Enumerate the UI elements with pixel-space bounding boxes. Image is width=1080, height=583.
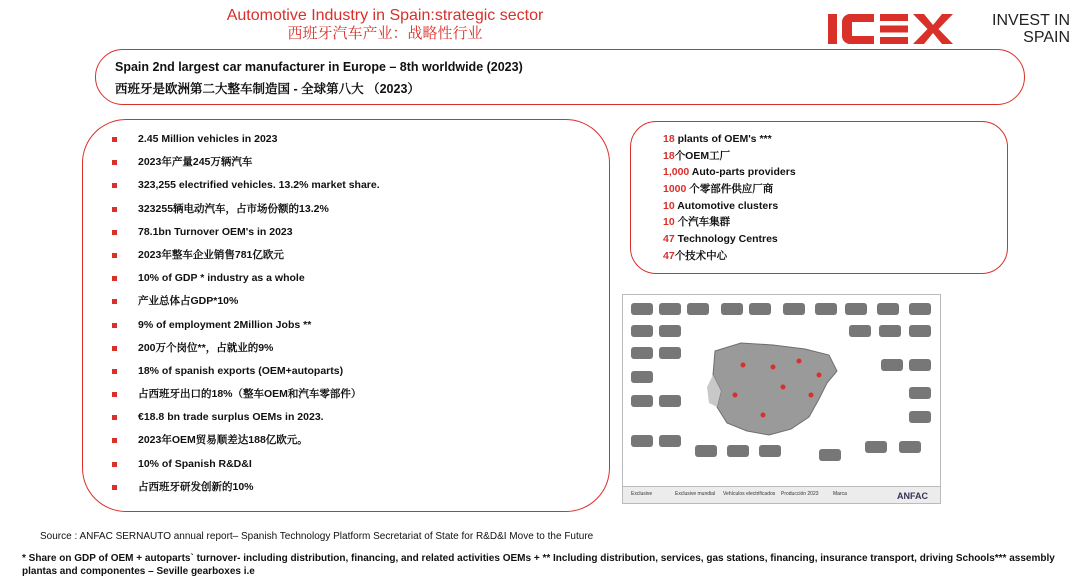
list-item [663, 148, 796, 165]
list-item [663, 181, 796, 198]
bullet-text: 占西班牙研发创新的10% [138, 480, 254, 493]
list-item [110, 360, 380, 383]
bullet-text: 200万个岗位**，占就业的9% [138, 341, 274, 354]
bullet-text: 18% of spanish exports (OEM+autoparts) [138, 364, 344, 377]
legend-item: Marca [833, 491, 847, 497]
fact-text: 个零部件供应厂商 [686, 183, 774, 196]
bullet-marker [112, 415, 117, 420]
page-title: Automotive Industry in Spain:strategic sector [226, 7, 544, 24]
fact-number: 10 [663, 216, 675, 229]
spain-map-graphic [623, 295, 940, 487]
bullet-text: 323,255 electrified vehicles. 13.2% market share. [138, 179, 380, 192]
legend-item: Exclusive mundial [675, 491, 716, 497]
list-item [663, 164, 796, 181]
bullet-marker [112, 392, 117, 397]
list-item [110, 314, 380, 337]
bullet-marker [112, 230, 117, 235]
list-item [663, 198, 796, 215]
bullet-text: 2.45 Million vehicles in 2023 [138, 133, 278, 145]
bullet-text: 10% of GDP * industry as a whole [138, 272, 305, 285]
bullet-text: 10% of Spanish R&D&I [138, 457, 252, 470]
bullet-text: 2023年产量245万辆汽车 [138, 156, 253, 169]
bullet-text: 2023年OEM贸易顺差达188亿欧元。 [138, 434, 308, 447]
list-item [110, 406, 380, 429]
bullet-text: 占西班牙出口的18%（整车OEM和汽车零部件） [138, 388, 362, 401]
list-item [110, 267, 380, 290]
icex-logo [826, 8, 958, 50]
list-item [110, 128, 380, 151]
bullet-text: 产业总体占GDP*10% [138, 295, 239, 308]
fact-text: Automotive clusters [674, 199, 779, 212]
fact-number: 18 [663, 149, 675, 162]
fact-text: plants of OEM's *** [674, 133, 772, 145]
bullet-marker [112, 207, 117, 212]
anfac-logo: ANFAC [897, 491, 928, 501]
banner-headline-en: Spain 2nd largest car manufacturer in Europe – 8th worldwide (2023) [115, 60, 523, 74]
list-item [110, 429, 380, 452]
list-item [110, 174, 380, 197]
map-legend [623, 486, 940, 503]
bullet-text: 2023年整车企业销售781亿欧元 [138, 248, 284, 261]
bullet-marker [112, 137, 117, 142]
fact-number: 47 [663, 233, 675, 246]
bullet-marker [112, 276, 117, 281]
list-item [110, 476, 380, 499]
spain-plants-map [622, 294, 941, 504]
bullet-marker [112, 160, 117, 165]
spain-logo-line: SPAIN [1023, 29, 1070, 46]
list-item [663, 131, 796, 148]
legend-item: Exclusive [631, 491, 653, 497]
fact-number: 1000 [663, 183, 687, 196]
bullet-text: €18.8 bn trade surplus OEMs in 2023. [138, 411, 324, 424]
fact-text: 个技术中心 [674, 249, 728, 262]
bullet-marker [112, 369, 117, 374]
fact-text: Auto-parts providers [689, 166, 796, 179]
page-title-chinese: 西班牙汽车产业：战略性行业 [287, 25, 483, 42]
invest-in-spain-logo [985, 12, 1070, 46]
bullet-marker [112, 346, 117, 351]
bullet-marker [112, 323, 117, 328]
bullet-marker [112, 183, 117, 188]
fact-text: Technology Centres [674, 233, 778, 246]
list-item [110, 383, 380, 406]
bullet-marker [112, 485, 117, 490]
bullet-marker [112, 462, 117, 467]
fact-text: 个OEM工厂 [674, 149, 731, 162]
list-item [110, 244, 380, 267]
footnote: * Share on GDP of OEM + autoparts` turnover- including distribution, financing, and related activities OEMs + ** Including distribution, services, gas stations, financing, insurance transport, driving Schools*** assembly plantas and componentes – Seville gearboxes i.e [22, 553, 1055, 577]
list-item [110, 337, 380, 360]
fact-number: 10 [663, 199, 675, 212]
list-item [663, 214, 796, 231]
bullet-text: 323255辆电动汽车，占市场份额的13.2% [138, 202, 329, 215]
list-item [110, 221, 380, 244]
key-figures-list [110, 128, 380, 499]
list-item [663, 231, 796, 248]
banner-headline-cn: 西班牙是欧洲第二大整车制造国 - 全球第八大 （2023） [115, 82, 420, 96]
legend-item: Producción 2023 [781, 491, 819, 497]
list-item [110, 198, 380, 221]
fact-number: 18 [663, 133, 675, 145]
list-item [110, 290, 380, 313]
bullet-text: 9% of employment 2Million Jobs ** [138, 318, 312, 331]
list-item [110, 151, 380, 174]
bullet-text: 78.1bn Turnover OEM's in 2023 [138, 225, 293, 238]
bullet-marker [112, 299, 117, 304]
list-item [663, 248, 796, 265]
bullet-marker [112, 253, 117, 258]
fact-number: 47 [663, 249, 675, 262]
fact-number: 1,000 [663, 166, 690, 179]
legend-item: Vehículos electrificados [723, 491, 776, 497]
list-item [110, 453, 380, 476]
industry-facts-list [663, 131, 796, 265]
invest-in-logo-line: INVEST IN [992, 12, 1070, 29]
fact-text: 个汽车集群 [674, 216, 731, 229]
bullet-marker [112, 438, 117, 443]
source-note: Source : ANFAC SERNAUTO annual report– Spanish Technology Platform Secretariat of State for R&D&I Move to the Future [40, 531, 594, 542]
